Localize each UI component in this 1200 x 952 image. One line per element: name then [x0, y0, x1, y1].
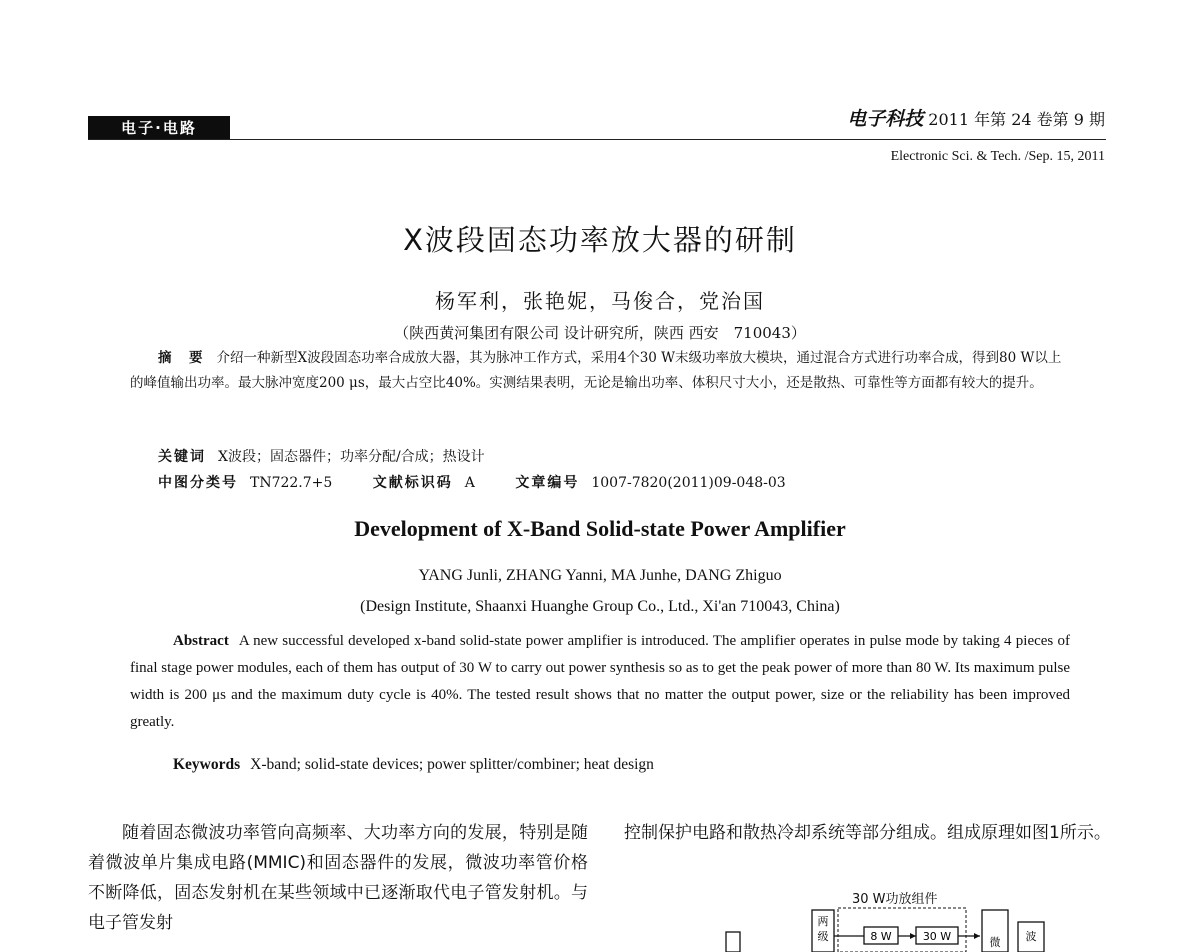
diagram-arrow: [910, 933, 916, 939]
authors-en: YANG Junli, ZHANG Yanni, MA Junhe, DANG Zhiguo: [418, 567, 782, 584]
journal-name: 电子科技: [847, 108, 924, 130]
article-no-value: 1007-7820(2011)09-048-03: [591, 475, 786, 491]
journal-issue-en: Electronic Sci. & Tech. /Sep. 15, 2011: [890, 149, 1105, 164]
keywords-cn-label: 关键词: [158, 449, 206, 465]
classification-row: [158, 472, 786, 492]
keywords-en: [173, 756, 654, 774]
doc-code-value: A: [464, 475, 475, 491]
figure-module-caption: 30 W功放组件: [852, 892, 938, 907]
amp-8w-label: 8 W: [870, 930, 892, 943]
keywords-cn: [158, 446, 485, 466]
article-no-label: 文章编号: [515, 475, 580, 491]
doc-code-label: 文献标识码: [372, 475, 453, 491]
paper-title-cn: X波段固态功率放大器的研制: [403, 223, 797, 257]
abstract-cn-text: 介绍一种新型X波段固态功率合成放大器，其为脉冲工作方式，采用4个30 W末级功率放大模块，通过混合方式进行功率合成，得到80 W以上的峰值输出功率。最大脉冲宽度200 μs，最大占空比40%。实测结果表明，无论是输出功率、体积尺寸大小，还是散热、可靠性等方面都有较大的提升。: [130, 350, 1062, 391]
paper-title-en: Development of X-Band Solid-state Power Amplifier: [354, 516, 846, 541]
keywords-en-label: Keywords: [173, 756, 241, 773]
waveguide-label: 波: [1025, 930, 1037, 943]
keywords-cn-text: X波段；固态器件；功率分配/合成；热设计: [218, 449, 485, 465]
header-rule: [88, 139, 1106, 140]
journal-issue-cn: [847, 104, 1105, 131]
keywords-en-text: X-band; solid-state devices; power splitter/combiner; heat design: [250, 756, 654, 773]
block-diagram: [700, 906, 1060, 952]
authors-cn: 杨军利，张艳妮，马俊合，党治国: [435, 289, 765, 313]
diagram-stage-label-2: 级: [817, 930, 829, 943]
body-left-column: 随着固态微波功率管向高频率、大功率方向的发展，特别是随着微波单片集成电路(MMIC)和固态器件的发展，微波功率管价格不断降低，固态发射机在某些领域中已逐渐取代电子管发射机。与电子管发射: [88, 823, 588, 933]
abstract-en-text: A new successful developed x-band solid-state power amplifier is introduced. The amplifier operates in pulse mode by taking 4 pieces of final stage power modules, each of them has output of 30 W to carry out power synthesis so as to get the peak power of more than 80 W. Its maximum pulse width is 200 μs and the maximum duty cycle is 40%. The tested result shows that no matter the output power, size or the reliability has been improved greatly.: [130, 633, 1070, 730]
diagram-arrow: [974, 933, 980, 939]
abstract-en: [130, 628, 1070, 736]
abstract-cn-label: 摘 要: [158, 350, 205, 366]
section-tag: 电子·电路: [88, 116, 230, 140]
clc-value: TN722.7+5: [250, 475, 333, 491]
affiliation-cn: （陕西黄河集团有限公司 设计研究所，陕西 西安 710043）: [394, 324, 806, 342]
issue-cn: 2011 年第 24 卷第 9 期: [928, 110, 1105, 129]
clc-label: 中图分类号: [158, 475, 238, 491]
microwave-label: 微: [989, 936, 1001, 949]
abstract-cn: [130, 346, 1072, 396]
affiliation-en: (Design Institute, Shaanxi Huanghe Group Co., Ltd., Xi'an 710043, China): [360, 598, 840, 615]
diagram-left-block: [726, 932, 740, 952]
diagram-stage-label-1: 两: [817, 915, 829, 928]
abstract-en-label: Abstract: [173, 633, 229, 649]
body-right-column: 控制保护电路和散热冷却系统等部分组成。组成原理如图1所示。: [624, 823, 1111, 843]
amp-30w-label: 30 W: [922, 930, 952, 943]
